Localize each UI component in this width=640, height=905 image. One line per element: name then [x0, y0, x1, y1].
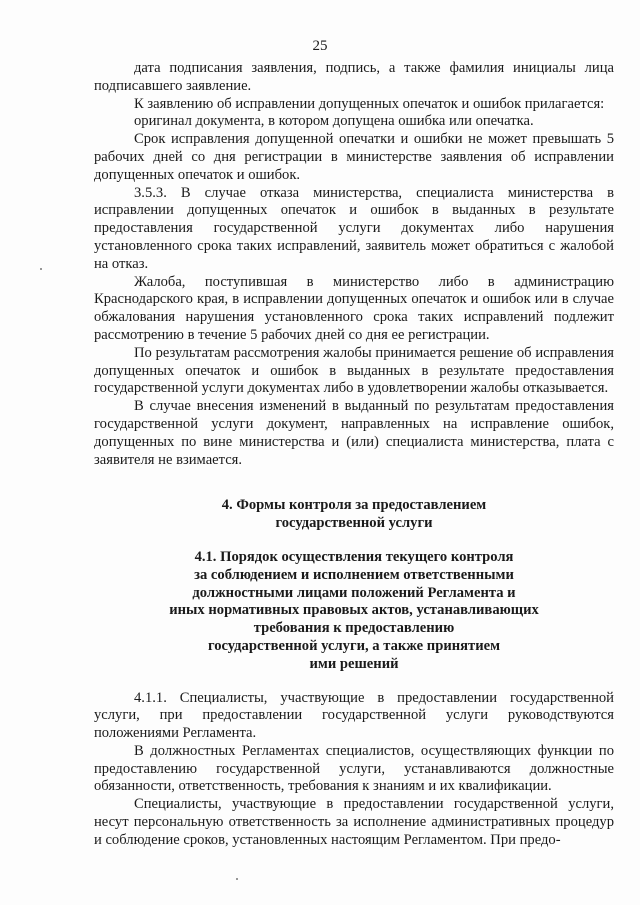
- paragraph: Срок исправления допущенной опечатки и ошибки не может превышать 5 рабочих дней со дня регистрации в министерстве заявления об исправлении допущенных опечаток и ошибок.: [94, 131, 614, 183]
- subsection-heading-line: должностными лицами положений Регламента и: [192, 584, 516, 601]
- paragraph: 4.1.1. Специалисты, участвующие в предоставлении государственной услуги, при предоставлении государственной услуги руководствуются положениями Регламента.: [94, 689, 614, 742]
- subsection-heading-line: иных нормативных правовых актов, устанавливающих: [169, 602, 539, 619]
- scan-speck: [236, 878, 238, 880]
- paragraph: Жалоба, поступившая в министерство либо в администрацию Краснодарского края, в исправлении допущенных опечаток и ошибок или в случае обжалования нарушения установленного срока таких исправлений подлежит рассмотрению в течение 5 рабочих дней со дня ее регистрации.: [94, 273, 614, 343]
- document-body: [94, 60, 614, 850]
- section-heading-line: 4. Формы контроля за предоставлением: [221, 497, 487, 514]
- subsection-heading-line: требования к предоставлению: [253, 620, 455, 637]
- scan-speck: [40, 268, 42, 270]
- paragraph: 3.5.3. В случае отказа министерства, специалиста министерства в исправлении допущенных опечаток и ошибок в выданных в результате предоставления государственной услуги документах либо нарушения установленного срока таких исправлений, заявитель может обратиться с жалобой на отказ.: [94, 184, 614, 272]
- subsection-heading-line: 4.1. Порядок осуществления текущего контроля: [194, 548, 514, 565]
- page-number: 25: [312, 38, 328, 54]
- section-heading-line: государственной услуги: [275, 515, 433, 532]
- paragraph: В должностных Регламентах специалистов, осуществляющих функции по предоставлению государственной услуги, устанавливаются должностные обязанности, ответственность, требования к знаниям и их квалификации.: [94, 742, 614, 795]
- subsection-heading-line: за соблюдением и исполнением ответственными: [194, 566, 514, 583]
- paragraph: оригинал документа, в котором допущена ошибка или опечатка.: [134, 113, 534, 130]
- paragraph: По результатам рассмотрения жалобы принимается решение об исправления допущенных опечаток и ошибок в выданных в результате предоставления государственной услуги документах либо в удовлетворении жалобы отказывается.: [94, 344, 614, 397]
- subsection-heading-line: государственной услуги, а также принятием: [207, 637, 501, 654]
- top-paragraphs: [94, 60, 614, 469]
- subsection-heading: [94, 549, 614, 674]
- bottom-paragraphs: [94, 690, 614, 850]
- paragraph: К заявлению об исправлении допущенных опечаток и ошибок прилагается:: [134, 95, 605, 112]
- paragraph: Специалисты, участвующие в предоставлении государственной услуги, несут персональную ответственность за исполнение административных процедур и соблюдение сроков, установленных настоящим Регламентом. При предо-: [94, 796, 614, 848]
- paragraph: дата подписания заявления, подпись, а также фамилия инициалы лица подписавшего заявление.: [94, 60, 614, 94]
- subsection-heading-line: ими решений: [309, 655, 399, 672]
- section-heading: [94, 497, 614, 533]
- paragraph: В случае внесения изменений в выданный по результатам предоставления государственной услуги документ, направленных на исправление ошибок, допущенных по вине министерства и (или) специалиста министерства, плата с заявителя не взимается.: [94, 398, 614, 468]
